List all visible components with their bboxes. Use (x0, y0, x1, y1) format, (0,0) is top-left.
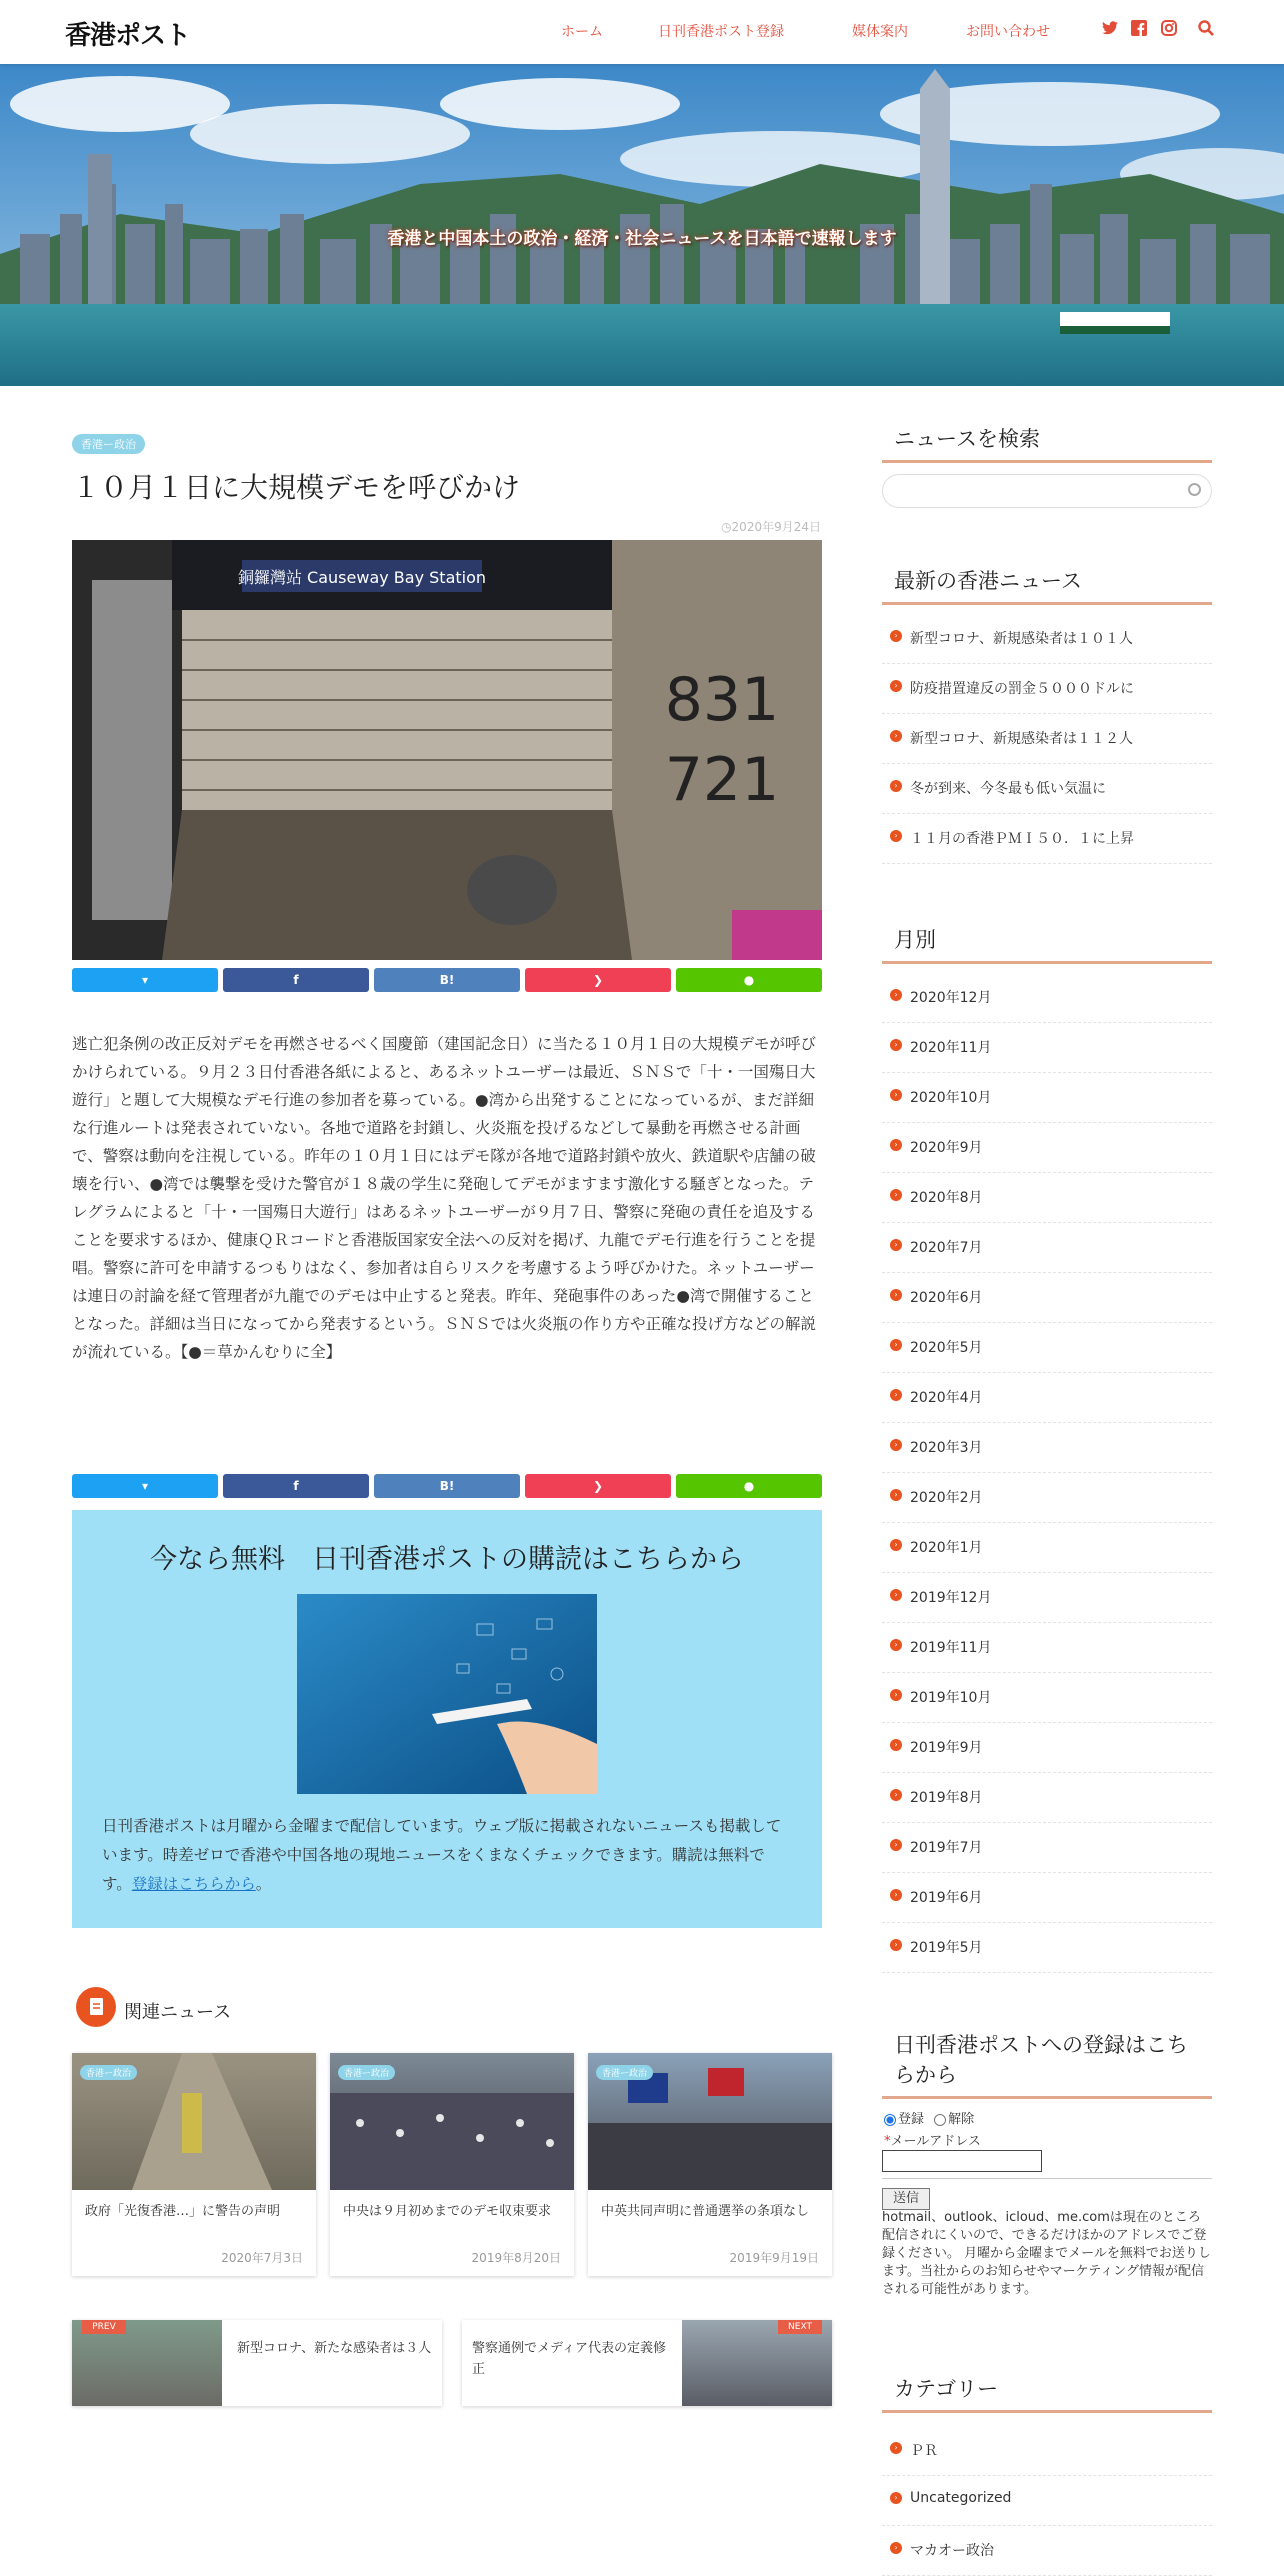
chevron-right-icon: › (890, 1889, 902, 1901)
chevron-right-icon: › (890, 830, 902, 842)
search-input[interactable] (882, 474, 1212, 508)
search-icon[interactable] (1196, 20, 1216, 40)
related-date: 2019年8月20日 (471, 2251, 561, 2265)
share-pocket-button[interactable] (525, 968, 671, 992)
nav-home[interactable]: ホーム (561, 24, 603, 40)
chevron-right-icon: › (890, 1139, 902, 1151)
archive-month-item[interactable]: › 2020年10月 (882, 1073, 1212, 1123)
archive-month-item[interactable]: › 2020年12月 (882, 973, 1212, 1023)
monthly-widget-title: 月別 (882, 925, 1212, 964)
register-widget-title: 日刊香港ポストへの登録はこちらから (882, 2030, 1212, 2099)
archive-month-item[interactable]: › 2020年5月 (882, 1323, 1212, 1373)
hero-tagline: 香港と中国本土の政治・経済・社会ニュースを日本語で速報します (387, 229, 897, 249)
chevron-right-icon: › (890, 1489, 902, 1501)
clock-icon: ◷ (721, 520, 732, 534)
chevron-right-icon: › (890, 1539, 902, 1551)
archive-month-item[interactable]: › 2020年11月 (882, 1023, 1212, 1073)
line-icon: ● (743, 1479, 755, 1493)
twitter-icon[interactable] (1100, 20, 1120, 40)
article-body: 逃亡犯条例の改正反対デモを再燃させるべく国慶節（建国記念日）に当たる１０月１日の大規模デモが呼びかけられている。９月２３日付香港各紙によると、あるネットユーザーは最近、ＳＮＳで「十・一国殤日大遊行」と題して大規模なデモ行進の参加者を募っている。●湾から出発することになっているが、まだ詳細な行進ルートは発表されていない。各地で道路を封鎖し、火炎瓶を投げるなどして暴動を再燃させる計画で、警察は動向を注視している。昨年の１０月１日にはデモ隊が各地で道路封鎖や放火、鉄道駅や店舗の破壊を行い、●湾では襲撃を受けた警官が１８歳の学生に発砲してデモがますます激化する騒ぎとなった。テレグラムによると「十・一国殤日大遊行」はあるネットユーザーが９月７日、警察に発砲の責任を追及することを要求するほか、健康ＱＲコードと香港版国家安全法への反対を掲げ、九龍でデモ行進を行うことを提唱。警察に許可を申請するつもりはなく、参加者は自らリスクを考慮するよう呼びかけた。ネットユーザーは連日の討論を経て管理者が九龍でのデモは中止すると発表。昨年、発砲事件のあった●湾で開催することとなった。詳細は当日になってから発表するという。ＳＮＳでは火炎瓶の作り方や正確な投げ方などの解説が流れている。【●＝草かんむりに全】 (72, 1035, 817, 1361)
next-title[interactable]: 警察通例でメディア代表の定義修正 (472, 2341, 666, 2377)
share-twitter-button-bottom[interactable] (72, 1474, 218, 1498)
archive-month-item[interactable]: › 2020年1月 (882, 1523, 1212, 1573)
chevron-right-icon: › (890, 730, 902, 742)
chevron-right-icon: › (890, 1339, 902, 1351)
category-widget-title: カテゴリー (882, 2374, 1212, 2413)
archive-month-item[interactable]: › 2020年9月 (882, 1123, 1212, 1173)
search-widget-title: ニュースを検索 (882, 424, 1212, 463)
related-title[interactable]: 中央は９月初めまでのデモ収束要求 (343, 2204, 552, 2219)
chevron-right-icon: › (890, 2442, 902, 2454)
archive-month-item[interactable]: › 2020年8月 (882, 1173, 1212, 1223)
nav-contact[interactable]: お問い合わせ (966, 24, 1050, 40)
archive-month-item[interactable]: › 2020年4月 (882, 1373, 1212, 1423)
related-category-tag[interactable]: 香港ー政治 (596, 2065, 653, 2080)
unsubscribe-radio[interactable] (934, 2114, 946, 2126)
share-line-button[interactable] (676, 968, 822, 992)
related-card[interactable] (330, 2053, 574, 2276)
related-title[interactable]: 中英共同声明に普通選挙の条項なし (601, 2204, 810, 2219)
article-category-tag[interactable]: 香港ー政治 (72, 434, 145, 454)
email-field[interactable] (882, 2150, 1042, 2172)
twitter-icon: ▾ (141, 1479, 149, 1493)
article-image (72, 540, 822, 960)
nav-media-guide[interactable]: 媒体案内 (852, 24, 908, 40)
chevron-right-icon: › (890, 1289, 902, 1301)
prev-post-link[interactable] (72, 2320, 442, 2406)
chevron-right-icon: › (890, 2542, 902, 2554)
station-sign: 銅鑼灣站 Causeway Bay Station (237, 568, 487, 587)
chevron-right-icon: › (890, 1689, 902, 1701)
share-hatena-button-bottom[interactable]: B! (374, 1474, 520, 1498)
subscribe-radio[interactable] (884, 2114, 896, 2126)
share-facebook-button-bottom[interactable]: f (223, 1474, 369, 1498)
subscribe-cta (72, 1510, 822, 1928)
category-item[interactable]: › Uncategorized (882, 2476, 1212, 2526)
archive-month-item[interactable]: › 2020年7月 (882, 1223, 1212, 1273)
pocket-icon: ❯ (592, 1479, 604, 1493)
site-logo[interactable]: 香港ポスト (65, 21, 191, 51)
chevron-right-icon: › (890, 1739, 902, 1751)
related-card[interactable] (588, 2053, 832, 2276)
archive-month-item[interactable]: › 2019年5月 (882, 1923, 1212, 1973)
related-card[interactable] (72, 2053, 316, 2276)
next-tag: NEXT (778, 2320, 822, 2334)
svg-text:831: 831 (664, 665, 780, 735)
related-title[interactable]: 政府「光復香港…」に警告の声明 (85, 2204, 281, 2219)
site-header (0, 0, 1284, 64)
chevron-right-icon: › (890, 989, 902, 1001)
chevron-right-icon: › (890, 1189, 902, 1201)
chevron-right-icon: › (890, 1839, 902, 1851)
next-post-link[interactable] (462, 2320, 832, 2406)
register-note: hotmail、outlook、icloud、me.comは現在のところ配信されにくいので、できるだけほかのアドレスでご登録ください。 月曜から金曜までメールを無料でお送りします。当社からのお知らせやマーケティング情報が配信される可能性があります。 (882, 2210, 1211, 2297)
search-icon[interactable] (1188, 483, 1201, 496)
latest-news-item[interactable]: › 防疫措置違反の罰金５０００ドルに (882, 664, 1212, 714)
archive-month-item[interactable]: › 2020年2月 (882, 1473, 1212, 1523)
latest-news-item[interactable]: › １１月の香港ＰＭＩ５０．１に上昇 (882, 814, 1212, 864)
related-date: 2019年9月19日 (729, 2251, 819, 2265)
chevron-right-icon: › (890, 780, 902, 792)
cta-body: 日刊香港ポストは月曜から金曜まで配信しています。ウェブ版に掲載されないニュースも掲載しています。時差ゼロで香港や中国各地の現地ニュースをくまなくチェックできます。購読は無料です。登録はこちらから。 (102, 1817, 782, 1893)
category-item[interactable]: › ＰＲ (882, 2426, 1212, 2476)
register-link[interactable]: 登録はこちらから (131, 1875, 256, 1893)
chevron-right-icon: › (890, 1639, 902, 1651)
cta-image (297, 1594, 597, 1794)
chevron-right-icon: › (890, 680, 902, 692)
chevron-right-icon: › (890, 1939, 902, 1951)
pocket-icon: ❯ (592, 973, 604, 987)
article-date: ◷2020年9月24日 (721, 520, 821, 534)
submit-button[interactable]: 送信 (882, 2188, 930, 2210)
archive-month-item[interactable]: › 2019年8月 (882, 1773, 1212, 1823)
chevron-right-icon: › (890, 1239, 902, 1251)
archive-month-item[interactable]: › 2020年6月 (882, 1273, 1212, 1323)
chevron-right-icon: › (890, 1439, 902, 1451)
archive-month-item[interactable]: › 2020年3月 (882, 1423, 1212, 1473)
latest-news-item[interactable]: › 新型コロナ、新規感染者は１０１人 (882, 614, 1212, 664)
related-date: 2020年7月3日 (221, 2251, 303, 2265)
latest-news-item[interactable]: › 冬が到来、今冬最も低い気温に (882, 764, 1212, 814)
share-line-button-bottom[interactable] (676, 1474, 822, 1498)
archive-month-item[interactable]: › 2019年12月 (882, 1573, 1212, 1623)
share-pocket-button-bottom[interactable] (525, 1474, 671, 1498)
facebook-icon[interactable] (1129, 20, 1149, 40)
archive-month-item[interactable]: › 2019年10月 (882, 1673, 1212, 1723)
svg-text:721: 721 (664, 745, 780, 815)
divider (882, 2178, 1212, 2179)
hero-banner (0, 64, 1284, 386)
archive-month-item[interactable]: › 2019年6月 (882, 1873, 1212, 1923)
chevron-right-icon: › (890, 1389, 902, 1401)
archive-month-item[interactable]: › 2019年9月 (882, 1723, 1212, 1773)
share-hatena-button[interactable]: B! (374, 968, 520, 992)
category-item[interactable]: › マカオー政治 (882, 2526, 1212, 2576)
archive-month-item[interactable]: › 2019年11月 (882, 1623, 1212, 1673)
twitter-icon: ▾ (141, 973, 149, 987)
article-title: １０月１日に大規模デモを呼びかけ (72, 471, 521, 504)
archive-month-item[interactable]: › 2019年7月 (882, 1823, 1212, 1873)
prev-title[interactable]: 新型コロナ、新たな感染者は３人 (237, 2341, 432, 2356)
chevron-right-icon: › (890, 1089, 902, 1101)
document-icon (76, 1987, 116, 2027)
chevron-right-icon: › (890, 630, 902, 642)
cta-title: 今なら無料 日刊香港ポストの購読はこちらから (150, 1544, 744, 1575)
chevron-right-icon: › (890, 2492, 902, 2504)
share-facebook-button[interactable]: f (223, 968, 369, 992)
nav-register[interactable]: 日刊香港ポスト登録 (658, 24, 784, 40)
share-twitter-button[interactable] (72, 968, 218, 992)
chevron-right-icon: › (890, 1789, 902, 1801)
email-label: *メールアドレス (884, 2134, 981, 2149)
line-icon: ● (743, 973, 755, 987)
related-category-tag[interactable]: 香港ー政治 (80, 2065, 137, 2080)
latest-news-item[interactable]: › 新型コロナ、新規感染者は１１２人 (882, 714, 1212, 764)
instagram-icon[interactable] (1159, 20, 1179, 40)
chevron-right-icon: › (890, 1589, 902, 1601)
prev-tag: PREV (82, 2320, 126, 2334)
related-category-tag[interactable]: 香港ー政治 (338, 2065, 395, 2080)
latest-widget-title: 最新の香港ニュース (882, 566, 1212, 605)
chevron-right-icon: › (890, 1039, 902, 1051)
